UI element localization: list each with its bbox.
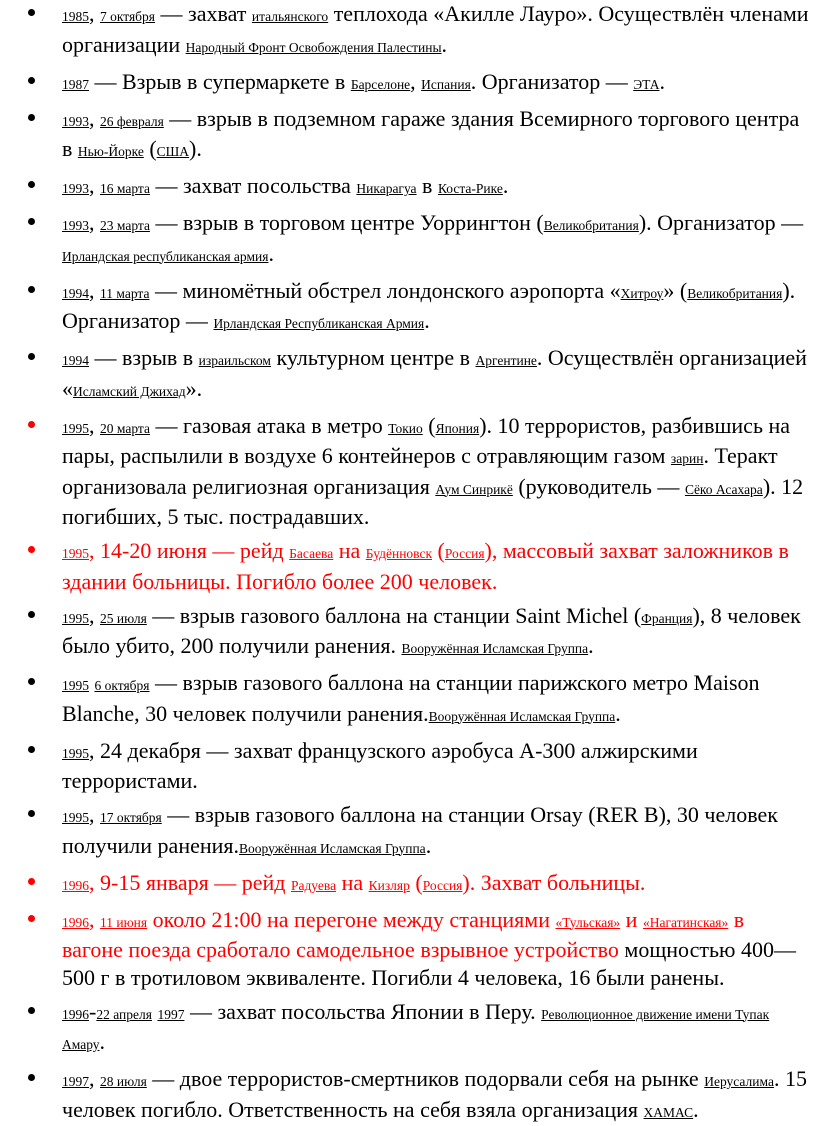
event-text: — взрыв в торговом центре Уоррингтон (	[149, 210, 544, 235]
event-link[interactable]: «Нагатинская»	[642, 914, 729, 930]
event-link[interactable]: Нью-Йорке	[77, 144, 144, 159]
event-item	[0, 1065, 816, 1126]
bullet-icon	[28, 421, 35, 428]
event-link[interactable]: 11 марта	[100, 285, 150, 301]
event-text: , 9-15 января — рейд	[89, 869, 291, 895]
event-link[interactable]: Иерусалима	[704, 1074, 774, 1089]
event-link[interactable]: 1997	[157, 1006, 185, 1022]
event-text: .	[441, 31, 448, 57]
event-text: .	[424, 308, 430, 333]
event-link[interactable]: Народный Фронт Освобождения Палестины	[185, 39, 442, 55]
event-link[interactable]: 1995	[62, 678, 89, 693]
event-link[interactable]: Будённовск	[365, 546, 433, 561]
event-link[interactable]: 1995	[62, 420, 89, 436]
bullet-icon	[28, 810, 35, 817]
event-text: -	[89, 998, 97, 1024]
event-text: ), массовый захват заложников в здании больницы. Погибло более 200 человек.	[62, 538, 789, 594]
event-link[interactable]: Радуева	[290, 877, 337, 893]
event-link[interactable]: 1996	[62, 877, 89, 893]
event-link[interactable]: 17 октября	[100, 810, 162, 825]
bullet-icon	[28, 218, 35, 225]
event-link[interactable]: 6 октября	[94, 678, 150, 693]
event-text: — газовая атака в метро	[149, 412, 389, 438]
event-text: ,	[89, 173, 100, 198]
event-text: в	[416, 173, 438, 198]
event-text: (	[422, 412, 436, 438]
event-link[interactable]: Хитроу	[620, 285, 664, 301]
event-text: ».	[185, 375, 203, 401]
event-link[interactable]: Россия	[422, 877, 463, 893]
event-text: . 15 человек погибло. Ответственность на себя взяла организация	[62, 1066, 807, 1122]
event-text: .	[99, 1029, 106, 1054]
event-link[interactable]: Великобритания	[687, 285, 783, 301]
event-link[interactable]: Сёко Асахара	[684, 481, 763, 497]
event-text: (руководитель —	[512, 473, 685, 499]
event-link[interactable]: 20 марта	[100, 420, 150, 436]
event-link[interactable]: Коста-Рике	[437, 181, 503, 196]
bullet-icon	[28, 915, 35, 922]
event-link[interactable]: Басаева	[289, 546, 334, 561]
bullet-icon	[28, 746, 35, 753]
event-text: теплохода «Акилле Лауро». Осуществлён членами организации	[62, 1, 809, 57]
event-link[interactable]: 28 июля	[100, 1074, 147, 1089]
event-item	[0, 172, 816, 203]
event-text: — захват	[155, 1, 252, 26]
event-link[interactable]: 1995	[62, 745, 89, 761]
event-text: .	[659, 68, 665, 94]
event-link[interactable]: Исламский Джихад	[73, 383, 186, 399]
event-text: на	[333, 538, 366, 563]
event-item	[0, 0, 816, 61]
event-text: ,	[89, 210, 100, 235]
event-link[interactable]: 1996	[62, 1006, 89, 1022]
event-link[interactable]: 25 июля	[100, 610, 147, 626]
event-link[interactable]: «Тульская»	[555, 914, 621, 930]
bullet-icon	[28, 611, 35, 618]
event-item	[0, 412, 816, 531]
event-item	[0, 801, 816, 862]
event-text: » (	[663, 277, 688, 303]
event-text: ), 8 человек было убито, 200 получили ранения.	[62, 602, 801, 658]
event-link[interactable]: 1996	[62, 914, 89, 930]
event-item	[0, 737, 816, 795]
event-text: и	[620, 906, 643, 932]
bullet-icon	[28, 114, 35, 121]
event-link[interactable]: Кизляр	[368, 877, 410, 893]
event-text: .	[588, 633, 594, 658]
event-link[interactable]: ЭТА	[633, 76, 660, 92]
event-text: мощностью 400—500 г в тротиловом эквиваленте. Погибли 4 человека, 16 были ранены.	[62, 937, 796, 990]
event-link[interactable]: 16 марта	[100, 181, 150, 196]
event-link[interactable]: Аум Синрикё	[435, 481, 513, 497]
event-text: ,	[89, 1066, 100, 1091]
event-link[interactable]: Барселоне	[350, 76, 411, 92]
event-link[interactable]: ХАМАС	[643, 1104, 694, 1120]
event-link[interactable]: Испания	[421, 76, 471, 92]
event-item	[0, 537, 816, 595]
event-link[interactable]: Франция	[641, 610, 693, 626]
event-text: — Взрыв в супермаркете в	[89, 68, 351, 94]
event-text: — захват посольства	[149, 173, 357, 198]
event-item	[0, 669, 816, 730]
event-text: в вагоне поезда сработало самодельное взрывное устройство	[62, 906, 745, 962]
event-text: .	[425, 832, 432, 858]
event-link[interactable]: Великобритания	[543, 218, 639, 233]
event-link[interactable]: Вооружённая Исламская Группа	[428, 708, 616, 724]
event-item	[0, 998, 816, 1059]
bullet-icon	[28, 546, 35, 553]
event-text: ). 12 погибших, 5 тыс. пострадавших.	[62, 473, 804, 529]
event-text: — взрыв газового баллона на станции парижского метро Maison Blanche, 30 человек получили ранения.	[62, 670, 760, 726]
event-text: .	[502, 173, 509, 198]
event-text: ,	[89, 105, 100, 131]
event-link[interactable]: Ирландская Республиканская Армия	[213, 316, 425, 331]
event-link[interactable]: Япония	[435, 420, 480, 436]
event-text: ,	[89, 906, 100, 932]
bullet-icon	[28, 9, 35, 16]
event-link[interactable]: 22 апреля	[96, 1006, 152, 1022]
event-link[interactable]: 11 июня	[100, 914, 148, 930]
event-link[interactable]: 1995	[62, 610, 89, 626]
event-item	[0, 105, 816, 166]
event-text: . Осуществлён организацией «	[62, 345, 807, 401]
event-link[interactable]: 26 февраля	[100, 113, 164, 129]
event-link[interactable]: 1994	[62, 285, 89, 301]
event-text: — взрыв газового баллона на станции Orsay (RER B), 30 человек получили ранения.	[62, 802, 778, 858]
event-text: ,	[89, 277, 100, 303]
event-link[interactable]: Никарагуа	[356, 181, 417, 196]
event-link[interactable]: 1993	[62, 218, 89, 233]
event-link[interactable]: США	[156, 144, 190, 159]
event-link[interactable]: 23 марта	[100, 218, 150, 233]
event-link[interactable]: 1993	[62, 113, 89, 129]
bullet-icon	[28, 1007, 35, 1014]
event-link[interactable]: 1994	[62, 353, 89, 368]
event-text: — взрыв в	[89, 345, 199, 370]
event-text: — взрыв в подземном гараже здания Всемирного торгового центра в	[62, 105, 800, 161]
event-text: .	[615, 700, 621, 726]
event-text: — захват посольства Японии в Перу.	[184, 998, 542, 1024]
event-text: на	[336, 869, 369, 895]
event-link[interactable]: 1987	[62, 76, 89, 92]
event-item	[0, 209, 816, 270]
event-item	[0, 869, 816, 900]
event-link[interactable]: 1997	[62, 1074, 89, 1089]
event-text: — взрыв газового баллона на станции Saint Michel (	[146, 602, 642, 628]
event-link[interactable]: 1995	[62, 546, 89, 561]
event-link[interactable]: 1985	[62, 9, 89, 24]
event-link[interactable]: Вооружённая Исламская Группа	[401, 641, 589, 656]
event-text: ). Захват больницы.	[462, 869, 646, 895]
event-text: ,	[89, 802, 100, 827]
event-text: (	[432, 538, 445, 563]
event-text: культурном центре в	[270, 345, 476, 370]
event-link[interactable]: Ирландская республиканская армия	[62, 248, 269, 264]
event-link[interactable]: Токио	[388, 420, 423, 436]
event-text: ,	[89, 412, 100, 438]
event-link[interactable]: Аргентине	[475, 353, 537, 368]
event-text: ,	[89, 1, 100, 26]
event-text: — двое террористов-смертников подорвали себя на рынке	[146, 1066, 705, 1091]
event-text: , 24 декабря — захват французского аэробуса А-300 алжирскими террористами.	[62, 737, 698, 793]
event-link[interactable]: 1995	[62, 810, 89, 825]
event-text: . Теракт организовала религиозная организация	[62, 443, 778, 499]
bullet-icon	[28, 77, 35, 84]
event-text: ). Организатор —	[62, 277, 796, 333]
event-text: ,	[410, 68, 422, 94]
event-link[interactable]: Вооружённая Исламская Группа	[239, 840, 426, 856]
event-item	[0, 602, 816, 663]
event-item	[0, 68, 816, 99]
event-link[interactable]: Революционное движение имени Тупак Амару	[62, 1006, 770, 1052]
bullet-icon	[28, 678, 35, 685]
bullet-icon	[28, 878, 35, 885]
event-text: (	[143, 136, 157, 161]
event-item	[0, 277, 816, 338]
bullet-icon	[28, 286, 35, 293]
event-link[interactable]: Россия	[444, 546, 485, 561]
event-text: , 14-20 июня — рейд	[89, 538, 290, 563]
event-link[interactable]: зарин	[670, 451, 704, 466]
event-text: .	[268, 240, 274, 266]
event-link[interactable]: итальянского	[251, 9, 329, 24]
event-link[interactable]: 1993	[62, 181, 89, 196]
event-text: — миномётный обстрел лондонского аэропорта «	[149, 277, 621, 303]
event-text: около 21:00 на перегоне между станциями	[147, 906, 556, 932]
event-item	[0, 906, 816, 992]
event-text: ,	[89, 602, 100, 628]
event-text: ). 10 террористов, разбившись на пары, распылили в воздухе 6 контейнеров с отравляющим газом	[62, 412, 791, 468]
event-text: ). Организатор —	[638, 210, 804, 235]
event-text: (	[409, 869, 423, 895]
bullet-icon	[28, 353, 35, 360]
event-text: . Организатор —	[470, 68, 634, 94]
bullet-icon	[28, 1074, 35, 1081]
bullet-icon	[28, 181, 35, 188]
event-link[interactable]: 7 октября	[100, 9, 156, 24]
event-link[interactable]: израильском	[198, 353, 271, 368]
event-item	[0, 344, 816, 405]
event-text: .	[693, 1096, 699, 1122]
event-text: ).	[189, 136, 202, 161]
